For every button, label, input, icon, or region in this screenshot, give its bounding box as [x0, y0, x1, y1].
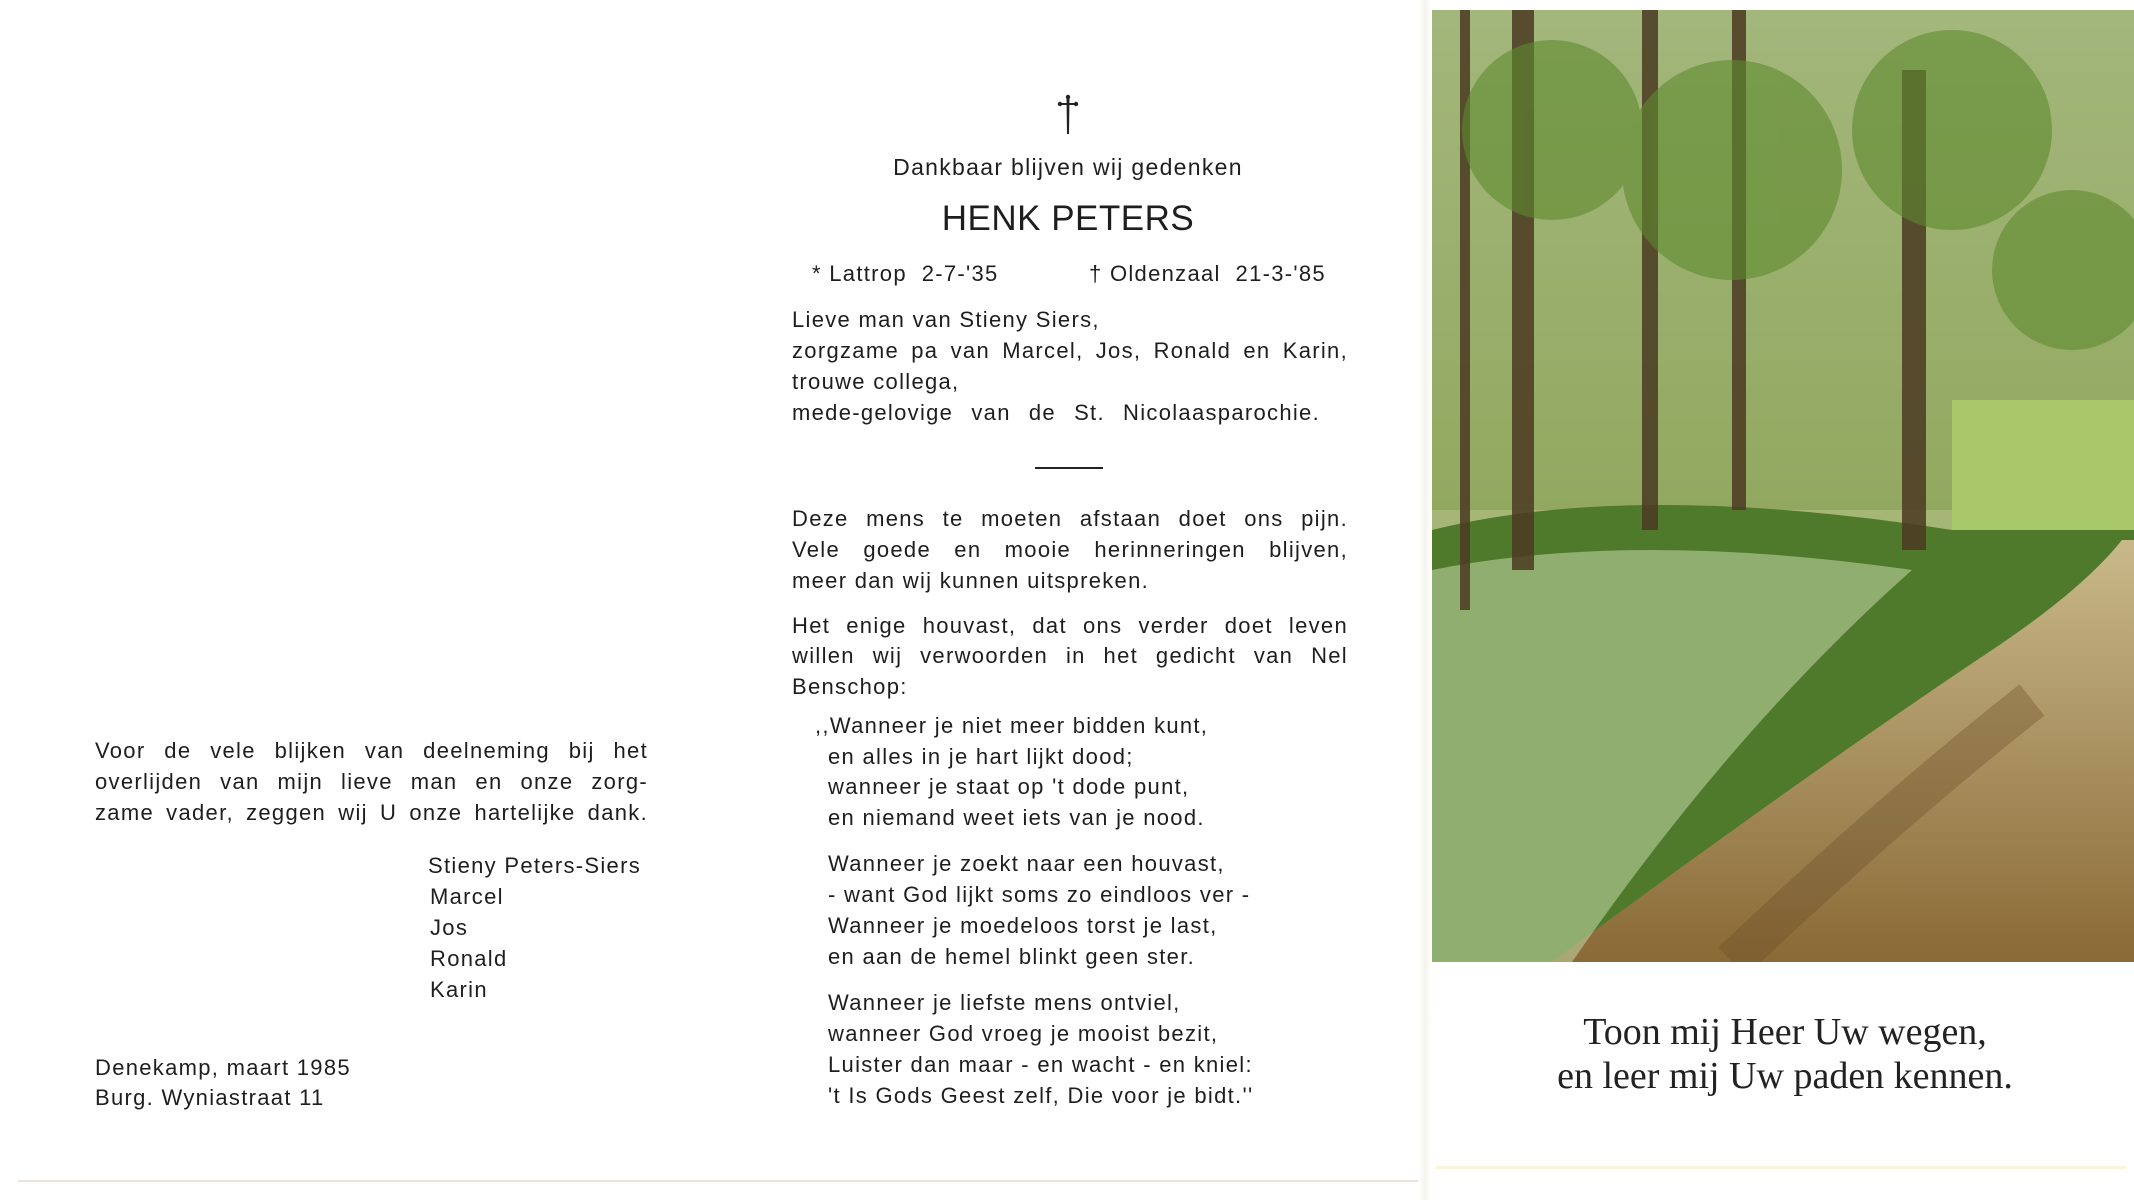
paragraph-line: Benschop:: [792, 674, 908, 699]
card-inner-pages: [18, 20, 1418, 1182]
cross-icon: [1056, 94, 1080, 136]
thanks-line: zame vader, zeggen wij U onze hartelijke dank.: [95, 800, 648, 825]
card-edge: [1436, 1166, 2126, 1169]
paragraph-line: Vele goede en mooie herinneringen blijven,: [792, 537, 1348, 562]
poem-line: 't Is Gods Geest zelf, Die voor je bidt.'': [828, 1083, 1254, 1108]
signatory: Stieny Peters-Siers: [428, 853, 641, 878]
poem-line: en aan de hemel blinkt geen ster.: [828, 944, 1196, 969]
paragraph-line: willen wij verwoorden in het gedicht van Nel: [792, 643, 1348, 668]
quote-line: Toon mij Heer Uw wegen,: [1583, 1011, 1987, 1053]
tree-lined-path-photo: [1432, 10, 2134, 962]
poem-line: wanneer je staat op 't dode punt,: [828, 774, 1190, 799]
poem-line: Wanneer je zoekt naar een houvast,: [828, 851, 1225, 876]
poem-line: Wanneer je liefste mens ontviel,: [828, 990, 1181, 1015]
paragraph-line: meer dan wij kunnen uitspreken.: [792, 568, 1150, 593]
quote-line: en leer mij Uw paden kennen.: [1557, 1055, 2013, 1097]
divider: [1035, 467, 1103, 469]
signatory: Ronald: [430, 946, 508, 971]
address: Burg. Wyniastraat 11: [95, 1085, 325, 1110]
signatory: Marcel: [430, 884, 504, 909]
deceased-name: HENK PETERS: [941, 199, 1195, 238]
poem-line: en niemand weet iets van je nood.: [828, 805, 1205, 830]
intro-text: Dankbaar blijven wij gedenken: [893, 154, 1243, 180]
birth-info: * Lattrop 2-7-'35: [812, 261, 999, 286]
death-info: † Oldenzaal 21-3-'85: [1089, 261, 1326, 286]
signatory: Jos: [430, 915, 469, 940]
thanks-line: overlijden van mijn lieve man en onze zorg-: [95, 769, 648, 794]
relation-line: trouwe collega,: [792, 369, 960, 394]
relation-line: zorgzame pa van Marcel, Jos, Ronald en Karin,: [792, 338, 1348, 363]
poem-line: en alles in je hart lijkt dood;: [828, 744, 1134, 769]
poem-line: Wanneer je moedeloos torst je last,: [828, 913, 1218, 938]
poem-line: wanneer God vroeg je mooist bezit,: [828, 1021, 1219, 1046]
paragraph-line: Het enige houvast, dat ons verder doet leven: [792, 613, 1348, 638]
poem-line: ,,Wanneer je niet meer bidden kunt,: [815, 713, 1209, 738]
relation-line: Lieve man van Stieny Siers,: [792, 307, 1100, 332]
poem-line: - want God lijkt soms zo eindloos ver -: [828, 882, 1251, 907]
relation-line: mede-gelovige van de St. Nicolaasparochie.: [792, 400, 1320, 425]
thanks-line: Voor de vele blijken van deelneming bij het: [95, 738, 648, 763]
poem-line: Luister dan maar - en wacht - en kniel:: [828, 1052, 1253, 1077]
place-date: Denekamp, maart 1985: [95, 1055, 351, 1080]
paragraph-line: Deze mens te moeten afstaan doet ons pijn.: [792, 506, 1348, 531]
signatory: Karin: [430, 977, 488, 1002]
card-fold: [1418, 0, 1432, 1200]
